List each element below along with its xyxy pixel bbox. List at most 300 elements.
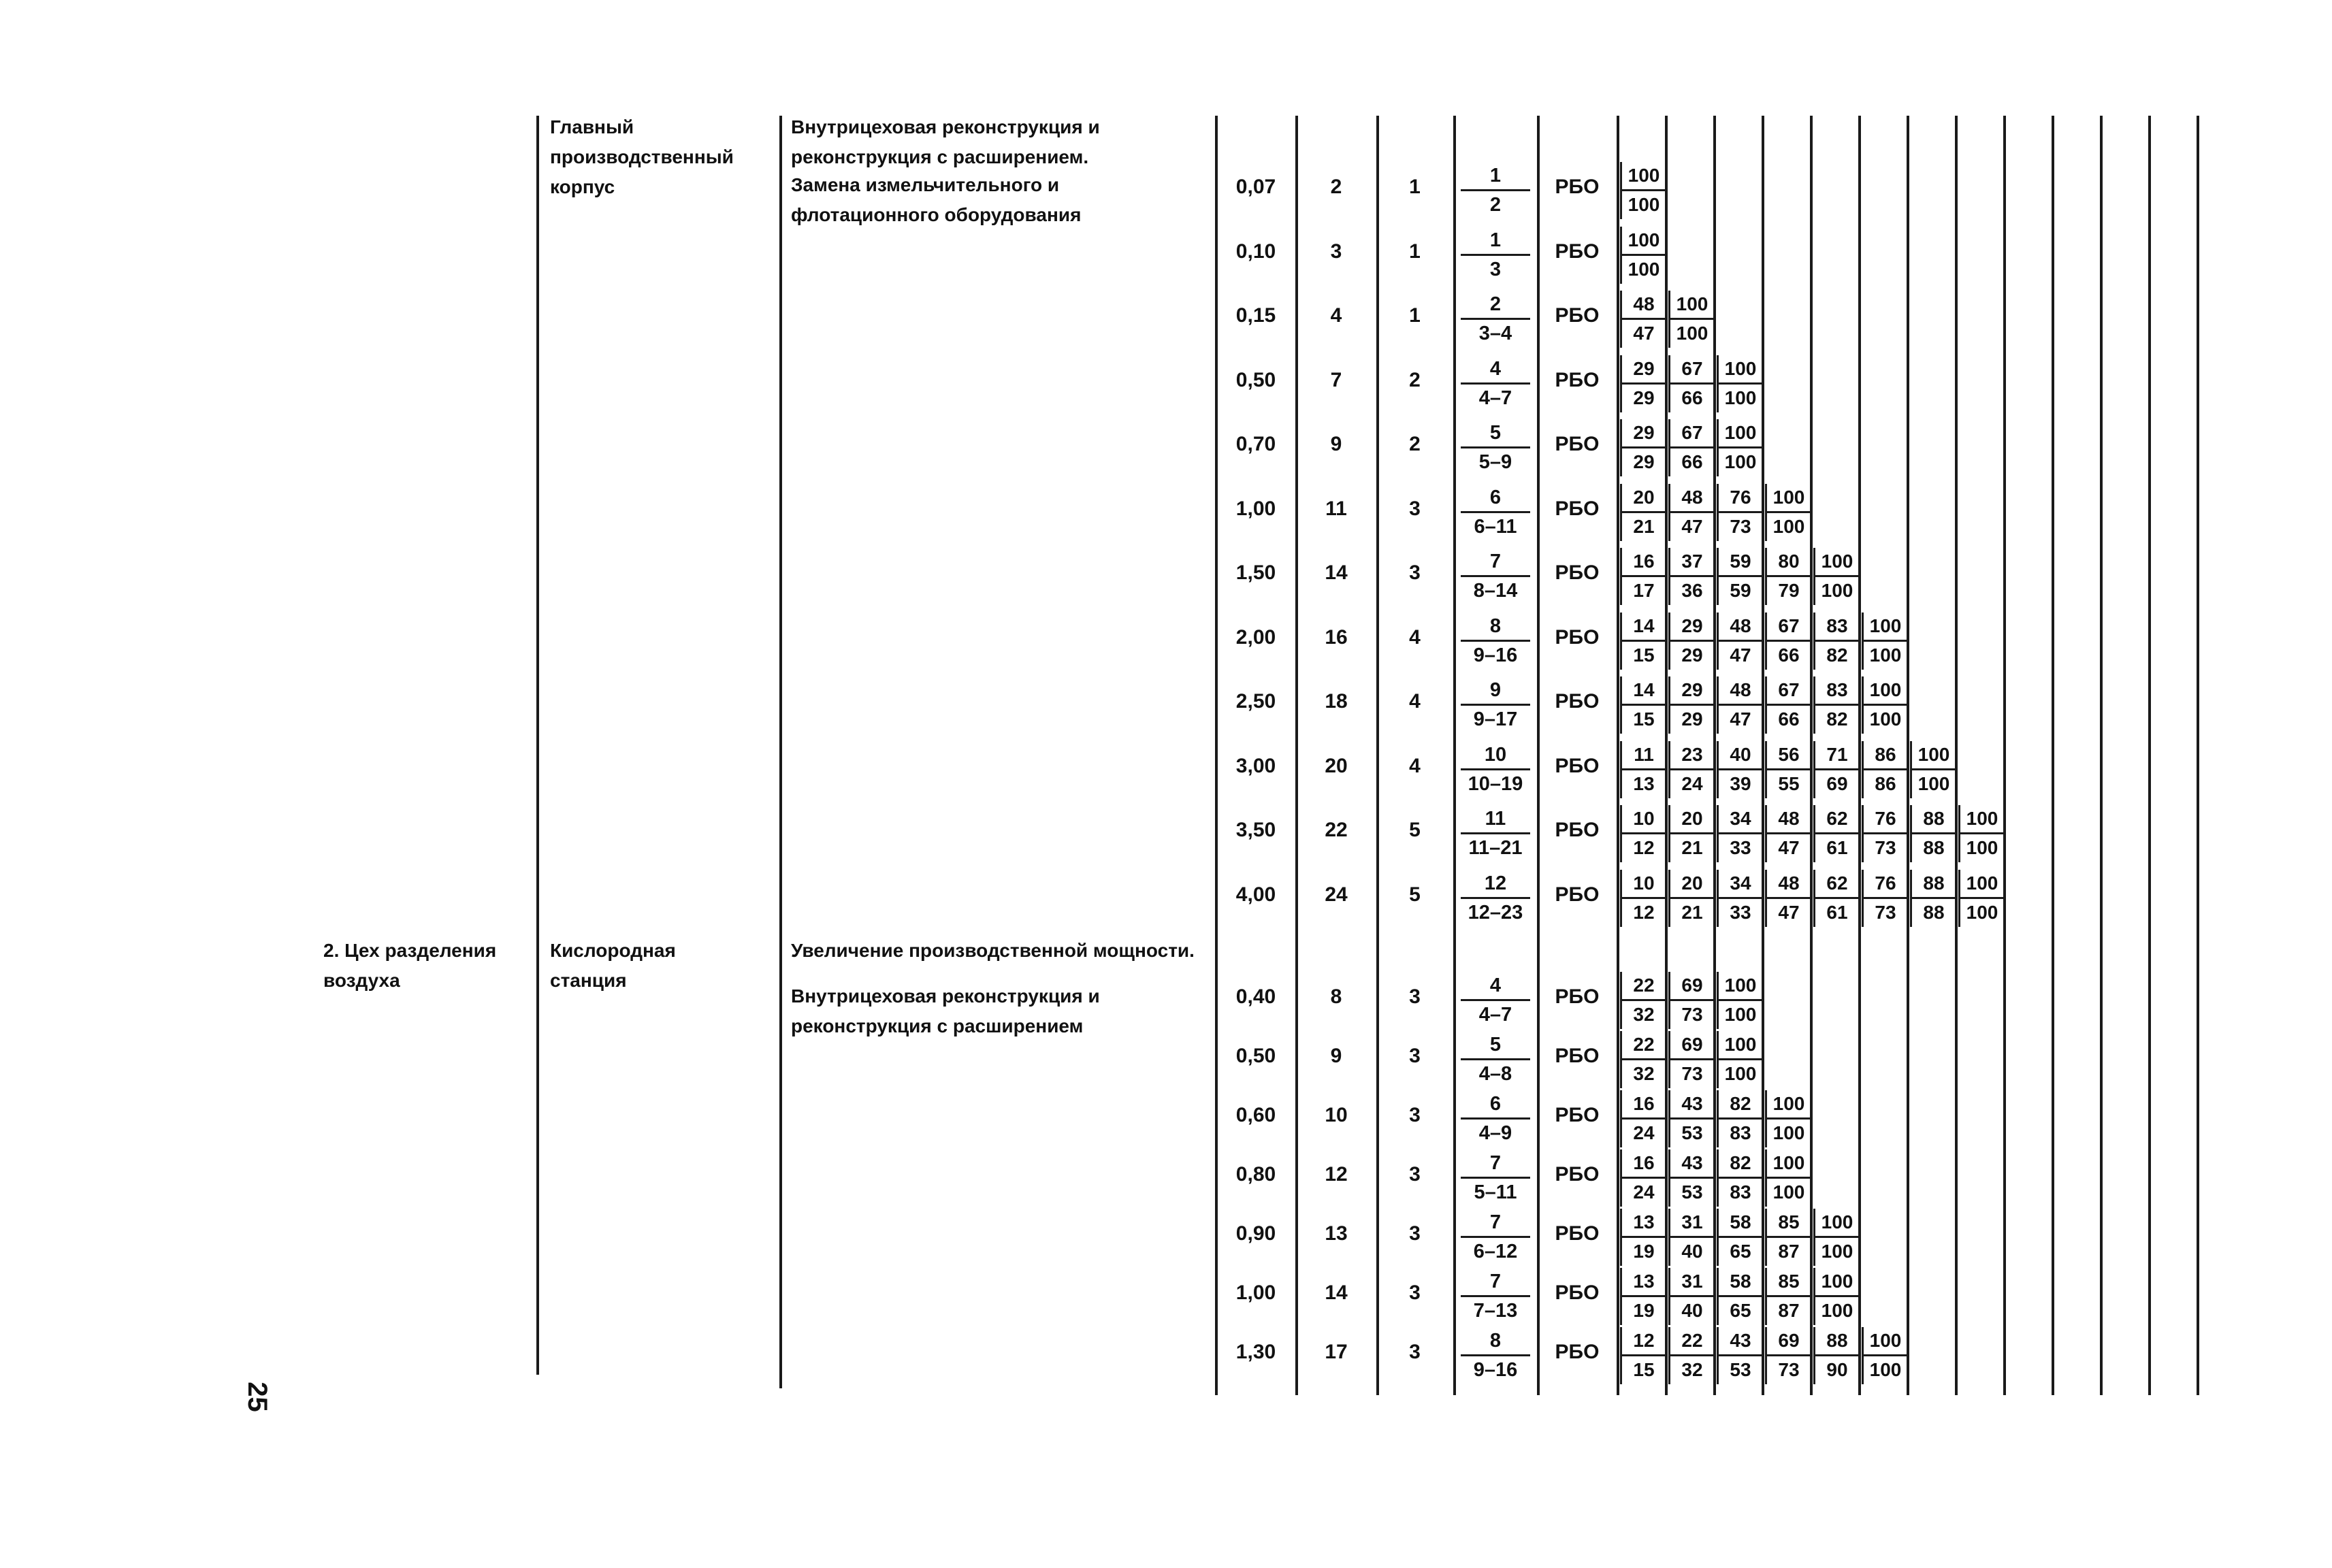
percent-bottom: 100 bbox=[1724, 451, 1757, 472]
percent-top: 76 bbox=[1875, 872, 1896, 894]
percent-bottom: 32 bbox=[1681, 1359, 1703, 1380]
percent-top: 100 bbox=[1627, 165, 1660, 186]
percent-cell bbox=[1717, 1268, 1764, 1324]
percent-top: 16 bbox=[1633, 1093, 1655, 1114]
percent-top: 59 bbox=[1730, 551, 1751, 572]
percent-cell bbox=[1620, 548, 1668, 604]
group-cell: 3 bbox=[1409, 1281, 1421, 1304]
percent-top: 86 bbox=[1875, 743, 1896, 765]
column-rule bbox=[1295, 116, 1298, 1395]
fraction-numerator: 7 bbox=[1489, 1211, 1502, 1233]
percent-cell bbox=[1668, 1031, 1716, 1088]
percent-cell bbox=[1813, 1268, 1861, 1324]
percent-cell bbox=[1620, 1149, 1668, 1206]
percent-bottom: 15 bbox=[1633, 644, 1655, 666]
percent-cell bbox=[1813, 548, 1861, 604]
fraction-denominator: 9–17 bbox=[1473, 708, 1518, 730]
percent-separator bbox=[1717, 484, 1719, 541]
percent-top: 22 bbox=[1681, 1330, 1703, 1351]
percent-top: 80 bbox=[1778, 551, 1800, 572]
percent-bottom: 79 bbox=[1778, 580, 1800, 601]
fraction-denominator: 9–16 bbox=[1473, 1359, 1518, 1381]
percent-bottom: 53 bbox=[1681, 1181, 1703, 1203]
percent-cell bbox=[1765, 805, 1813, 862]
percent-top: 37 bbox=[1681, 551, 1703, 572]
column-rule bbox=[2003, 116, 2006, 1395]
percent-separator bbox=[1620, 612, 1622, 670]
count-cell: 24 bbox=[1325, 883, 1348, 906]
percent-separator bbox=[1620, 355, 1622, 412]
percent-top: 48 bbox=[1681, 486, 1703, 508]
percent-top: 22 bbox=[1633, 1034, 1655, 1055]
percent-separator bbox=[1717, 548, 1719, 605]
percent-cell bbox=[1668, 972, 1716, 1028]
type-cell: РБО bbox=[1555, 497, 1600, 520]
fraction-cell bbox=[1457, 1209, 1534, 1265]
percent-separator bbox=[1958, 870, 1960, 927]
count-cell: 3 bbox=[1330, 240, 1342, 263]
percent-separator bbox=[1910, 805, 1912, 862]
type-cell: РБО bbox=[1555, 1104, 1600, 1126]
type-cell: РБО bbox=[1555, 985, 1600, 1008]
percent-bottom: 24 bbox=[1633, 1122, 1655, 1143]
percent-separator bbox=[1668, 484, 1670, 541]
description-2b: Внутрицеховая реконструкция и реконструкция с расширением bbox=[791, 985, 1100, 1036]
percent-top: 48 bbox=[1730, 679, 1751, 700]
percent-bottom: 15 bbox=[1633, 1359, 1655, 1380]
percent-top: 88 bbox=[1923, 808, 1945, 829]
percent-top: 40 bbox=[1730, 743, 1751, 765]
percent-cell bbox=[1765, 1090, 1813, 1147]
percent-cell bbox=[1717, 741, 1764, 798]
capacity-cell: 0,70 bbox=[1235, 433, 1276, 455]
capacity-cell: 0,50 bbox=[1235, 368, 1276, 391]
percent-separator bbox=[1668, 741, 1670, 798]
percent-separator bbox=[1765, 548, 1767, 605]
percent-separator bbox=[1765, 805, 1767, 862]
column-rule bbox=[2148, 116, 2151, 1395]
group-cell: 3 bbox=[1409, 1163, 1421, 1186]
percent-separator bbox=[1765, 1149, 1767, 1207]
shop-name-2: 2. Цех разделения воздуха bbox=[323, 940, 497, 991]
column-rule bbox=[1617, 116, 1619, 1395]
fraction-denominator: 10–19 bbox=[1468, 772, 1523, 795]
percent-bottom: 100 bbox=[1627, 258, 1660, 280]
percent-cell bbox=[1765, 1268, 1813, 1324]
percent-bottom: 65 bbox=[1730, 1300, 1751, 1321]
fraction-denominator: 12–23 bbox=[1468, 901, 1523, 924]
percent-bottom: 21 bbox=[1633, 515, 1655, 537]
count-cell: 20 bbox=[1325, 754, 1348, 777]
percent-bottom: 100 bbox=[1676, 323, 1708, 344]
percent-top: 100 bbox=[1676, 293, 1708, 314]
percent-separator bbox=[1620, 291, 1622, 348]
fraction-cell bbox=[1457, 676, 1534, 733]
percent-cell bbox=[1862, 805, 1909, 862]
fraction-denominator: 6–11 bbox=[1474, 515, 1517, 538]
percent-cell bbox=[1620, 162, 1668, 218]
percent-cell bbox=[1765, 1209, 1813, 1265]
column-rule bbox=[2052, 116, 2054, 1395]
fraction-denominator: 7–13 bbox=[1473, 1300, 1518, 1322]
type-cell: РБО bbox=[1555, 1045, 1600, 1067]
fraction-denominator: 5–11 bbox=[1474, 1181, 1517, 1203]
percent-top: 16 bbox=[1633, 1152, 1655, 1173]
percent-separator bbox=[1717, 1031, 1719, 1088]
percent-bottom: 29 bbox=[1633, 387, 1655, 408]
fraction-cell bbox=[1457, 484, 1534, 540]
type-cell: РБО bbox=[1555, 625, 1600, 649]
percent-bottom: 73 bbox=[1778, 1359, 1800, 1380]
group-cell: 5 bbox=[1409, 819, 1421, 841]
percent-bottom: 90 bbox=[1826, 1359, 1848, 1380]
percent-bottom: 33 bbox=[1730, 837, 1751, 858]
group-cell: 4 bbox=[1409, 625, 1421, 649]
percent-separator bbox=[1668, 1031, 1670, 1088]
capacity-cell: 1,00 bbox=[1235, 1281, 1276, 1304]
percent-top: 14 bbox=[1633, 615, 1655, 636]
percent-separator bbox=[1813, 1268, 1815, 1325]
percent-top: 100 bbox=[1724, 975, 1757, 996]
type-cell: РБО bbox=[1555, 690, 1600, 713]
percent-separator bbox=[1668, 1149, 1670, 1207]
fraction-cell bbox=[1457, 612, 1534, 669]
type-cell: РБО bbox=[1555, 176, 1600, 198]
fraction-denominator: 4–8 bbox=[1478, 1063, 1512, 1085]
type-cell: РБО bbox=[1555, 819, 1600, 841]
percent-separator bbox=[1765, 676, 1767, 734]
group-cell: 3 bbox=[1409, 1104, 1421, 1126]
percent-bottom: 47 bbox=[1778, 901, 1800, 923]
group-cell: 2 bbox=[1409, 433, 1421, 455]
percent-bottom: 100 bbox=[1966, 837, 1998, 858]
percent-bottom: 12 bbox=[1633, 837, 1655, 858]
percent-cell bbox=[1620, 291, 1668, 347]
percent-top: 71 bbox=[1826, 743, 1848, 765]
percent-bottom: 47 bbox=[1730, 708, 1751, 730]
percent-top: 69 bbox=[1778, 1330, 1800, 1351]
count-cell: 9 bbox=[1330, 1045, 1342, 1067]
percent-separator bbox=[1620, 419, 1622, 476]
percent-bottom: 47 bbox=[1730, 644, 1751, 666]
type-cell: РБО bbox=[1555, 1281, 1600, 1304]
percent-top: 31 bbox=[1681, 1271, 1703, 1292]
percent-cell bbox=[1813, 612, 1861, 669]
percent-top: 29 bbox=[1633, 422, 1655, 443]
percent-top: 100 bbox=[1724, 1034, 1757, 1055]
percent-top: 76 bbox=[1730, 486, 1751, 508]
fraction-numerator: 5 bbox=[1489, 422, 1502, 444]
column-rule bbox=[779, 116, 782, 1388]
percent-top: 31 bbox=[1681, 1211, 1703, 1232]
fraction-denominator: 4–7 bbox=[1478, 387, 1512, 409]
percent-bottom: 100 bbox=[1772, 1122, 1805, 1143]
percent-bottom: 13 bbox=[1633, 772, 1655, 794]
count-cell: 18 bbox=[1325, 690, 1348, 713]
percent-cell bbox=[1862, 676, 1909, 733]
column-rule bbox=[1215, 116, 1218, 1395]
type-cell: РБО bbox=[1555, 433, 1600, 455]
percent-bottom: 15 bbox=[1633, 708, 1655, 730]
percent-top: 100 bbox=[1724, 357, 1757, 379]
percent-cell bbox=[1910, 805, 1958, 862]
percent-bottom: 100 bbox=[1917, 772, 1950, 794]
capacity-cell: 1,50 bbox=[1235, 561, 1276, 584]
percent-separator bbox=[1620, 1031, 1622, 1088]
percent-separator bbox=[1862, 612, 1864, 670]
count-cell: 2 bbox=[1330, 176, 1342, 198]
type-cell: РБО bbox=[1555, 561, 1600, 584]
fraction-cell bbox=[1457, 1268, 1534, 1324]
group-cell: 3 bbox=[1409, 1341, 1421, 1363]
fraction-cell bbox=[1457, 972, 1534, 1028]
percent-top: 100 bbox=[1917, 743, 1950, 765]
fraction-cell bbox=[1457, 291, 1534, 347]
percent-bottom: 100 bbox=[1821, 1300, 1853, 1321]
percent-separator bbox=[1668, 612, 1670, 670]
fraction-numerator: 8 bbox=[1489, 1330, 1502, 1352]
percent-top: 10 bbox=[1633, 872, 1655, 894]
percent-cell bbox=[1620, 1090, 1668, 1147]
percent-cell bbox=[1717, 419, 1764, 476]
type-cell: РБО bbox=[1555, 368, 1600, 391]
percent-separator bbox=[1668, 1090, 1670, 1147]
fraction-denominator: 5–9 bbox=[1478, 451, 1512, 473]
percent-bottom: 100 bbox=[1869, 1359, 1902, 1380]
percent-bottom: 61 bbox=[1826, 837, 1848, 858]
fraction-numerator: 8 bbox=[1489, 615, 1502, 637]
type-cell: РБО bbox=[1555, 240, 1600, 263]
percent-separator bbox=[1717, 1268, 1719, 1325]
percent-bottom: 66 bbox=[1681, 387, 1703, 408]
capacity-cell: 0,90 bbox=[1235, 1222, 1276, 1245]
percent-cell bbox=[1668, 1268, 1716, 1324]
percent-top: 58 bbox=[1730, 1211, 1751, 1232]
percent-separator bbox=[1813, 870, 1815, 927]
percent-cell bbox=[1668, 870, 1716, 926]
percent-separator bbox=[1765, 1268, 1767, 1325]
fraction-cell bbox=[1457, 1327, 1534, 1384]
object-name-1: Главный производственный корпус bbox=[550, 116, 734, 197]
percent-bottom: 55 bbox=[1778, 772, 1800, 794]
capacity-cell: 3,00 bbox=[1235, 754, 1276, 777]
percent-cell bbox=[1668, 805, 1716, 862]
percent-bottom: 21 bbox=[1681, 837, 1703, 858]
percent-separator bbox=[1765, 484, 1767, 541]
percent-bottom: 66 bbox=[1778, 644, 1800, 666]
percent-top: 100 bbox=[1869, 615, 1902, 636]
percent-top: 100 bbox=[1627, 229, 1660, 250]
percent-cell bbox=[1765, 1327, 1813, 1384]
percent-cell bbox=[1668, 484, 1716, 540]
percent-bottom: 82 bbox=[1826, 644, 1848, 666]
percent-bottom: 40 bbox=[1681, 1300, 1703, 1321]
percent-cell bbox=[1765, 870, 1813, 926]
percent-separator bbox=[1765, 870, 1767, 927]
description-1b: Замена измельчительного и флотационного оборудования bbox=[791, 174, 1082, 225]
percent-separator bbox=[1620, 972, 1622, 1029]
fraction-cell bbox=[1457, 805, 1534, 862]
percent-top: 83 bbox=[1826, 679, 1848, 700]
percent-top: 100 bbox=[1966, 808, 1998, 829]
fraction-numerator: 5 bbox=[1489, 1034, 1502, 1056]
capacity-cell: 0,60 bbox=[1235, 1104, 1276, 1126]
percent-top: 48 bbox=[1633, 293, 1655, 314]
percent-cell bbox=[1620, 741, 1668, 798]
capacity-cell: 0,80 bbox=[1235, 1163, 1276, 1186]
percent-cell bbox=[1620, 1327, 1668, 1384]
percent-bottom: 61 bbox=[1826, 901, 1848, 923]
percent-cell bbox=[1717, 1090, 1764, 1147]
fraction-denominator: 4–9 bbox=[1478, 1122, 1512, 1144]
percent-bottom: 87 bbox=[1778, 1300, 1800, 1321]
fraction-cell bbox=[1457, 1149, 1534, 1206]
percent-separator bbox=[1862, 1327, 1864, 1384]
capacity-cell: 4,00 bbox=[1235, 883, 1276, 906]
percent-separator bbox=[1813, 612, 1815, 670]
percent-separator bbox=[1765, 741, 1767, 798]
percent-top: 34 bbox=[1730, 808, 1751, 829]
percent-cell bbox=[1717, 484, 1764, 540]
percent-separator bbox=[1620, 1327, 1622, 1384]
percent-cell bbox=[1765, 676, 1813, 733]
percent-bottom: 21 bbox=[1681, 901, 1703, 923]
percent-bottom: 17 bbox=[1633, 580, 1655, 601]
group-cell: 3 bbox=[1409, 561, 1421, 584]
percent-separator bbox=[1813, 676, 1815, 734]
percent-bottom: 47 bbox=[1778, 837, 1800, 858]
count-cell: 7 bbox=[1330, 368, 1342, 391]
percent-cell bbox=[1765, 484, 1813, 540]
column-rule bbox=[2100, 116, 2103, 1395]
type-cell: РБО bbox=[1555, 1163, 1600, 1186]
percent-separator bbox=[1668, 676, 1670, 734]
group-cell: 1 bbox=[1409, 304, 1421, 327]
percent-top: 48 bbox=[1778, 872, 1800, 894]
percent-bottom: 53 bbox=[1730, 1359, 1751, 1380]
percent-cell bbox=[1862, 741, 1909, 798]
percent-cell bbox=[1668, 1327, 1716, 1384]
percent-separator bbox=[1717, 741, 1719, 798]
percent-separator bbox=[1620, 741, 1622, 798]
percent-separator bbox=[1668, 548, 1670, 605]
percent-top: 67 bbox=[1681, 357, 1703, 379]
percent-top: 13 bbox=[1633, 1271, 1655, 1292]
percent-separator bbox=[1668, 291, 1670, 348]
percent-separator bbox=[1717, 1090, 1719, 1147]
fraction-denominator: 3–4 bbox=[1478, 323, 1512, 344]
percent-bottom: 39 bbox=[1730, 772, 1751, 794]
percent-separator bbox=[1862, 741, 1864, 798]
count-cell: 4 bbox=[1330, 304, 1342, 327]
percent-cell bbox=[1620, 805, 1668, 862]
percent-separator bbox=[1717, 1327, 1719, 1384]
fraction-denominator: 9–16 bbox=[1473, 644, 1518, 666]
percent-separator bbox=[1620, 1209, 1622, 1266]
percent-separator bbox=[1620, 805, 1622, 862]
percent-top: 85 bbox=[1778, 1271, 1800, 1292]
percent-separator bbox=[1620, 1268, 1622, 1325]
percent-separator bbox=[1958, 805, 1960, 862]
percent-top: 100 bbox=[1869, 679, 1902, 700]
capacity-cell: 1,00 bbox=[1235, 497, 1276, 520]
fraction-numerator: 6 bbox=[1489, 486, 1502, 508]
percent-bottom: 100 bbox=[1772, 1181, 1805, 1203]
percent-cell bbox=[1717, 1149, 1764, 1206]
percent-separator bbox=[1620, 870, 1622, 927]
fraction-cell bbox=[1457, 162, 1534, 218]
percent-top: 43 bbox=[1730, 1330, 1751, 1351]
percent-separator bbox=[1620, 548, 1622, 605]
percent-cell bbox=[1668, 1090, 1716, 1147]
percent-bottom: 53 bbox=[1681, 1122, 1703, 1143]
fraction-denominator: 11–21 bbox=[1468, 837, 1523, 859]
percent-bottom: 100 bbox=[1772, 515, 1805, 537]
column-rule bbox=[536, 116, 539, 1375]
capacity-cell: 0,10 bbox=[1235, 240, 1276, 263]
percent-separator bbox=[1717, 805, 1719, 862]
group-cell: 2 bbox=[1409, 368, 1421, 391]
percent-bottom: 100 bbox=[1821, 580, 1853, 601]
description-1a: Внутрицеховая реконструкция и реконструкция с расширением. bbox=[791, 116, 1100, 167]
count-cell: 11 bbox=[1325, 497, 1347, 520]
percent-separator bbox=[1668, 419, 1670, 476]
percent-top: 62 bbox=[1826, 808, 1848, 829]
percent-cell bbox=[1910, 870, 1958, 926]
type-cell: РБО bbox=[1555, 754, 1600, 777]
percent-separator bbox=[1862, 870, 1864, 927]
count-cell: 16 bbox=[1325, 625, 1348, 649]
percent-top: 34 bbox=[1730, 872, 1751, 894]
percent-bottom: 47 bbox=[1633, 323, 1655, 344]
capacity-cell: 0,40 bbox=[1235, 985, 1276, 1008]
percent-separator bbox=[1862, 676, 1864, 734]
column-rule bbox=[1453, 116, 1456, 1395]
percent-cell bbox=[1862, 870, 1909, 926]
percent-bottom: 73 bbox=[1875, 901, 1896, 923]
percent-separator bbox=[1668, 805, 1670, 862]
percent-top: 22 bbox=[1633, 975, 1655, 996]
fraction-numerator: 1 bbox=[1489, 229, 1502, 251]
percent-top: 43 bbox=[1681, 1152, 1703, 1173]
percent-top: 100 bbox=[1869, 1330, 1902, 1351]
group-cell: 4 bbox=[1409, 690, 1421, 713]
percent-top: 20 bbox=[1633, 486, 1655, 508]
percent-separator bbox=[1813, 548, 1815, 605]
fraction-numerator: 10 bbox=[1484, 743, 1507, 766]
percent-cell bbox=[1717, 355, 1764, 412]
type-cell: РБО bbox=[1555, 883, 1600, 906]
percent-top: 100 bbox=[1772, 1093, 1805, 1114]
percent-cell bbox=[1668, 291, 1716, 347]
percent-bottom: 83 bbox=[1730, 1181, 1751, 1203]
percent-separator bbox=[1813, 1209, 1815, 1266]
percent-cell bbox=[1620, 227, 1668, 283]
percent-cell bbox=[1813, 1327, 1861, 1384]
percent-top: 62 bbox=[1826, 872, 1848, 894]
group-cell: 1 bbox=[1409, 240, 1421, 263]
group-cell: 4 bbox=[1409, 754, 1421, 777]
percent-separator bbox=[1717, 1149, 1719, 1207]
percent-separator bbox=[1620, 1149, 1622, 1207]
fraction-cell bbox=[1457, 870, 1534, 926]
percent-separator bbox=[1717, 676, 1719, 734]
fraction-numerator: 7 bbox=[1489, 551, 1502, 572]
percent-separator bbox=[1813, 741, 1815, 798]
count-cell: 10 bbox=[1325, 1104, 1348, 1126]
percent-cell bbox=[1717, 676, 1764, 733]
capacity-cell: 1,30 bbox=[1235, 1341, 1276, 1363]
